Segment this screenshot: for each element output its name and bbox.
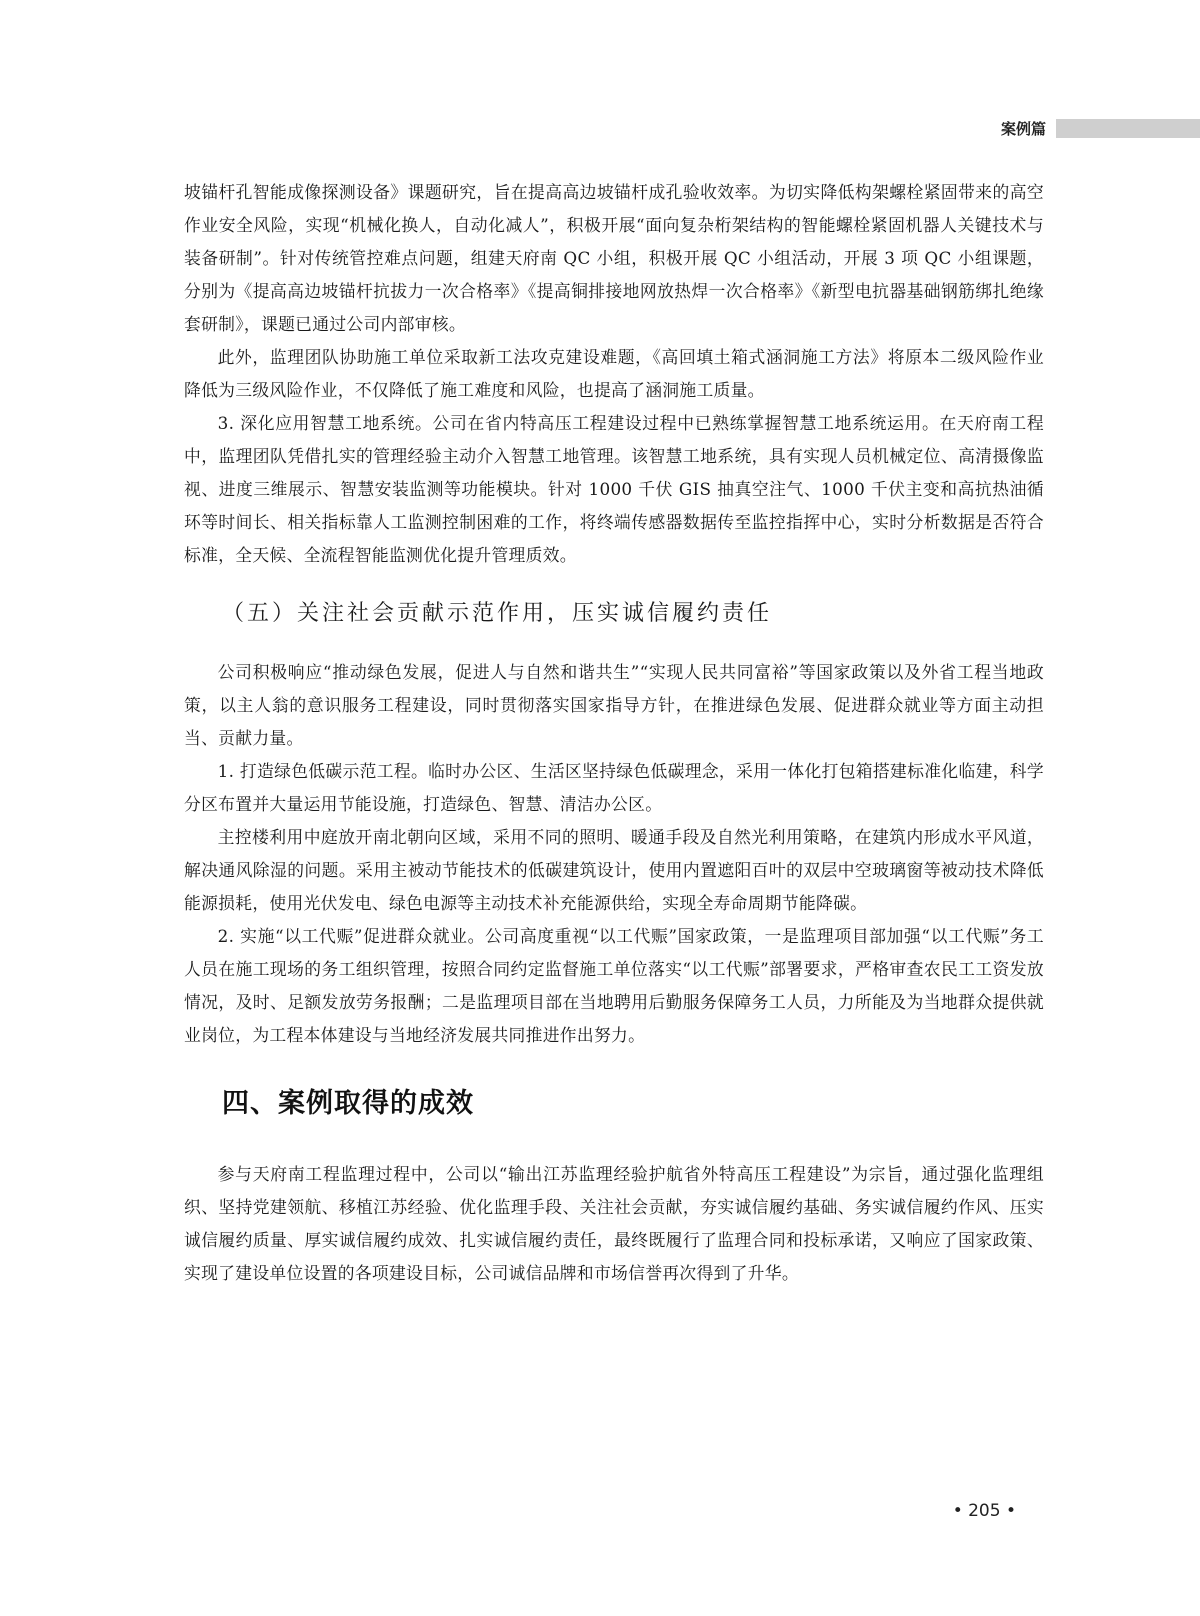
- paragraph: 此外，监理团队协助施工单位采取新工法攻克建设难题，《高回填土箱式涵洞施工方法》将原本二级风险作业降低为三级风险作业，不仅降低了施工难度和风险，也提高了涵洞施工质量。: [184, 347, 1044, 400]
- paragraph: 公司积极响应“推动绿色发展，促进人与自然和谐共生”“实现人民共同富裕”等国家政策以及外省工程当地政策，以主人翁的意识服务工程建设，同时贯彻落实国家指导方针，在推进绿色发展、促进群众就业等方面主动担当、贡献力量。: [184, 662, 1044, 748]
- running-header: [0, 118, 1200, 140]
- page-number: • 205 •: [952, 1501, 1016, 1521]
- paragraph: 坡锚杆孔智能成像探测设备》课题研究，旨在提高高边坡锚杆成孔验收效率。为切实降低构架螺栓紧固带来的高空作业安全风险，实现“机械化换人，自动化减人”，积极开展“面向复杂桁架结构的智能螺栓紧固机器人关键技术与装备研制”。针对传统管控难点问题，组建天府南 QC 小组，积极开展 QC 小组活动，开展 3 项 QC 小组课题，分别为《提高高边坡锚杆抗拔力一次合格率》《提高铜排接地网放热焊一次合格率》《新型电抗器基础钢筋绑扎绝缘套研制》，课题已通过公司内部审核。: [184, 182, 1044, 334]
- paragraph: 1. 打造绿色低碳示范工程。临时办公区、生活区坚持绿色低碳理念，采用一体化打包箱搭建标准化临建，科学分区布置并大量运用节能设施，打造绿色、智慧、清洁办公区。: [184, 761, 1044, 814]
- header-section-label: 案例篇: [1000, 120, 1046, 138]
- subsection-heading: （五）关注社会贡献示范作用，压实诚信履约责任: [222, 601, 773, 626]
- header-bar: [1056, 119, 1200, 138]
- paragraph: 主控楼利用中庭放开南北朝向区域，采用不同的照明、暖通手段及自然光利用策略，在建筑内形成水平风道，解决通风除湿的问题。采用主被动节能技术的低碳建筑设计，使用内置遮阳百叶的双层中空玻璃窗等被动技术降低能源损耗，使用光伏发电、绿色电源等主动技术补充能源供给，实现全寿命周期节能降碳。: [184, 827, 1044, 913]
- paragraph: 2. 实施“以工代赈”促进群众就业。公司高度重视“以工代赈”国家政策，一是监理项目部加强“以工代赈”务工人员在施工现场的务工组织管理，按照合同约定监督施工单位落实“以工代赈”部署要求，严格审查农民工工资发放情况，及时、足额发放劳务报酬；二是监理项目部在当地聘用后勤服务保障务工人员，力所能及为当地群众提供就业岗位，为工程本体建设与当地经济发展共同推进作出努力。: [184, 926, 1044, 1045]
- section-heading: 四、案例取得的成效: [222, 1088, 474, 1119]
- page-body: [184, 176, 1044, 1290]
- paragraph: 3. 深化应用智慧工地系统。公司在省内特高压工程建设过程中已熟练掌握智慧工地系统运用。在天府南工程中，监理团队凭借扎实的管理经验主动介入智慧工地管理。该智慧工地系统，具有实现人员机械定位、高清摄像监视、进度三维展示、智慧安装监测等功能模块。针对 1000 千伏 GIS 抽真空注气、1000 千伏主变和高抗热油循环等时间长、相关指标靠人工监测控制困难的工作，将终端传感器数据传至监控指挥中心，实时分析数据是否符合标准，全天候、全流程智能监测优化提升管理质效。: [184, 413, 1044, 565]
- paragraph: 参与天府南工程监理过程中，公司以“输出江苏监理经验护航省外特高压工程建设”为宗旨，通过强化监理组织、坚持党建领航、移植江苏经验、优化监理手段、关注社会贡献，夯实诚信履约基础、务实诚信履约作风、压实诚信履约质量、厚实诚信履约成效、扎实诚信履约责任，最终既履行了监理合同和投标承诺，又响应了国家政策、实现了建设单位设置的各项建设目标，公司诚信品牌和市场信誉再次得到了升华。: [184, 1164, 1044, 1283]
